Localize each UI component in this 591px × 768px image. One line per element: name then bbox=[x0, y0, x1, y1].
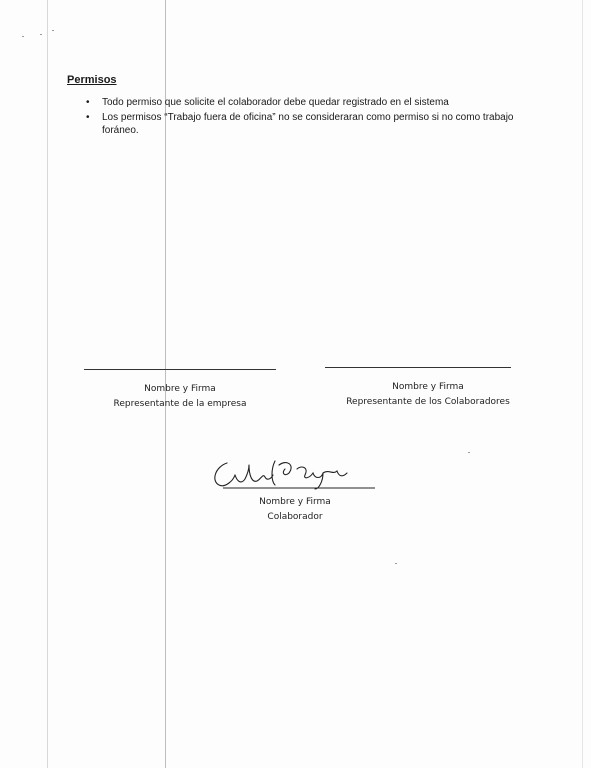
list-item bbox=[84, 96, 524, 109]
signature-name-label: Nombre y Firma bbox=[392, 382, 464, 392]
scan-speck bbox=[22, 36, 24, 37]
list-item-text: Los permisos “Trabajo fuera de oficina” no se consideraran como permiso si no como trabajo foráneo. bbox=[102, 112, 514, 136]
signature-caption-collaborators bbox=[325, 380, 531, 410]
signature-line-company bbox=[84, 369, 276, 370]
bullet-icon: • bbox=[86, 112, 90, 123]
signature-name-label: Nombre y Firma bbox=[259, 497, 331, 507]
section-title: Permisos bbox=[67, 74, 117, 86]
signature-role-label: Representante de los Colaboradores bbox=[346, 397, 510, 407]
scan-speck bbox=[468, 452, 470, 453]
handwritten-signature bbox=[205, 455, 380, 495]
scan-artifact-line bbox=[582, 0, 583, 768]
signature-name-label: Nombre y Firma bbox=[144, 384, 216, 394]
signature-caption-company bbox=[84, 382, 276, 412]
signature-line-collaborators bbox=[325, 367, 511, 368]
signature-role-label: Colaborador bbox=[267, 512, 323, 522]
scan-speck bbox=[395, 563, 397, 564]
scan-speck bbox=[52, 30, 54, 31]
list-item-text: Todo permiso que solicite el colaborador debe quedar registrado en el sistema bbox=[102, 97, 449, 108]
scan-speck bbox=[40, 34, 42, 35]
list-item bbox=[84, 111, 524, 137]
scan-artifact-line bbox=[47, 0, 48, 768]
permissions-list bbox=[84, 96, 524, 139]
bullet-icon: • bbox=[86, 97, 90, 108]
signature-caption-employee bbox=[230, 495, 360, 525]
signature-role-label: Representante de la empresa bbox=[113, 399, 247, 409]
